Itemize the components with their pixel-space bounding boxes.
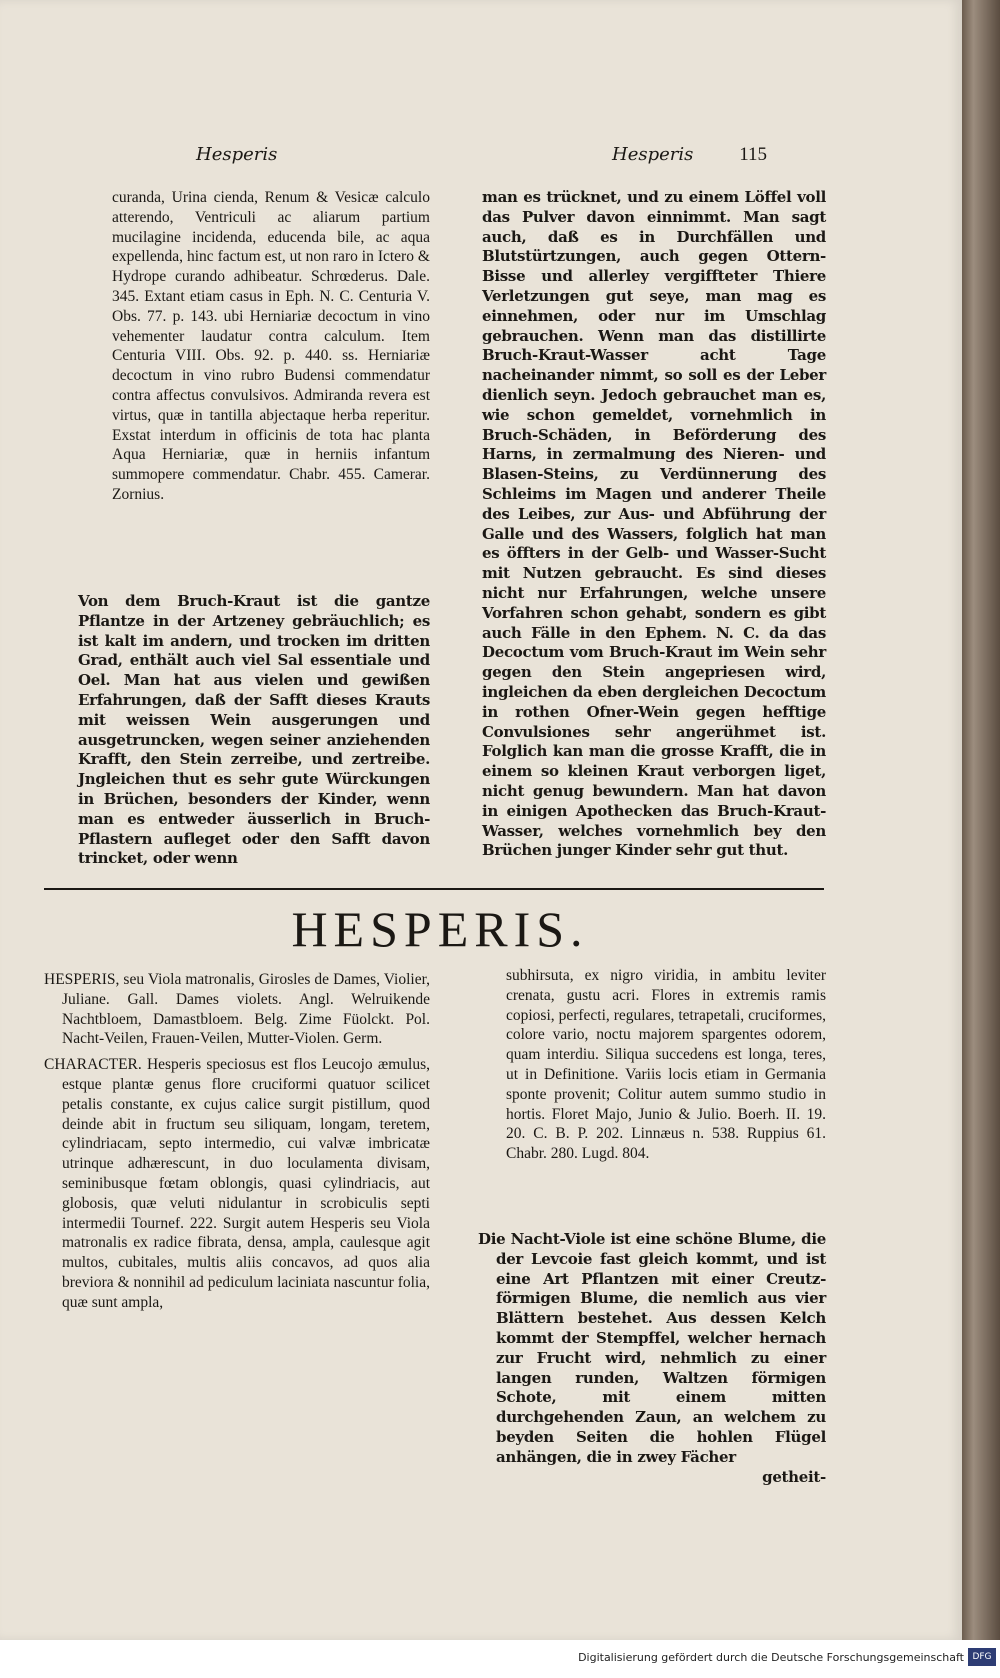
section-title: HESPERIS. — [291, 901, 589, 957]
book-edge — [962, 0, 1000, 1640]
german-description: Die Nacht-Viole ist eine schöne Blume, die der Levcoie fast gleich kommt, und ist eine Art Pflantzen mit einer Creutz-förmigen Blume, die nemlich aus vier Blättern bestehet. Aus dessen Kelch kommt der Stempffel, welcher hernach zur Frucht wird, nehmlich zu einer langen runden, Waltzen förmigen Schote, mit einem mitten durchgehenden Zaun, an welchem zu beyden Seiten die hohlen Flügel anhängen, die in zwey Fächer — [478, 1230, 826, 1466]
german-paragraph-left — [78, 592, 430, 869]
german-text: man es trücknet, und zu einem Löffel voll das Pulver davon einnimmt. Man sagt auch, daß es in Durchfällen und Blutstürtzungen, auch gegen Ottern-Bisse und allerley vergiffteter Thiere Verletzungen gut seye, man mag es einnehmen, oder nur im Umschlag gebrauchen. Wenn man das distillirte Bruch-Kraut-Wasser acht Tage nacheinander nimmt, so soll es der Leber dienlich seyn. Jedoch gebrauchet man es, wie schon gemeldet, vornehmlich in Bruch-Schäden, in Beförderung des Harns, in zermalmung des Nieren- und Blasen-Steins, zu Verdünnerung des Schleims im Magen und anderer Theile des Leibes, zur Aus- und Abführung der Galle und des Wassers, folglich hat man es öffters in der Gelb- und Wasser-Sucht mit Nutzen gebraucht. Es sind dieses nicht nur Erfahrungen, welche unsere Vorfahren schon gehabt, sondern es gibt auch Fälle in den Ephem. N. C. da das Decoctum vom Bruch-Kraut im Wein sehr gegen den Stein angepriesen wird, ingleichen da eben dergleichen Decoctum in rothen Ofner-Wein gegen hefftige Convulsiones sehr angerühmet ist. Folglich kan man die grosse Krafft, die in einem so kleinen Kraut verborgen liget, nicht genug bewundern. Man hat davon in einigen Apothecken das Bruch-Kraut-Wasser, welches vornehmlich bey den Brüchen junger Kinder sehr gut thut. — [482, 188, 826, 860]
german-paragraph-right — [482, 188, 826, 861]
page-number: 115 — [739, 144, 767, 165]
dfg-logo-icon: DFG — [968, 1648, 996, 1666]
latin-description: subhirsuta, ex nigro viridia, in ambitu leviter crenata, gustu acri. Flores in extremis ramis copiosi, perfecti, regulares, tetrapetali, cruciformes, colore vario, noctu majorem spargentes odorem, quam interdiu. Siliqua succedens est longa, teres, ut in Definitione. Variis locis etiam in Germania sponte provenit; Colitur autem summo studio in hortis. Floret Majo, Junio & Julio. Boerh. II. 19. 20. C. B. P. 202. Linnæus n. 538. Ruppius 61. Chabr. 280. Lugd. 804. — [506, 967, 826, 1163]
section-divider — [44, 888, 824, 890]
latin-text: curanda, Urina cienda, Renum & Vesicæ calculo atterendo, Ventriculi ac aliarum partium mucilagine incidenda, educenda bile, ac aqua expellenda, hinc factum est, ut non raro in Ictero & Hydrope curando adhibeatur. Schrœderus. Dale. 345. Extant etiam casus in Eph. N. C. Centuria V. Obs. 77. p. 143. ubi Herniariæ decoctum in vino vehementer laudatur contra calculum. Item Centuria VIII. Obs. 92. p. 440. ss. Herniariæ decoctum in vino rubro Budensi commendatur contra affectus convulsivos. Admiranda revera est virtus, quæ in tantilla abjectaque herba reperitur. Exstat interdum in officinis de tota hac planta Aqua Herniariæ, quæ in herniis infantum summopere commendatur. Chabr. 455. Camerar. Zornius. — [112, 189, 430, 503]
left-column-lower — [44, 970, 430, 1313]
latin-paragraph-top-left — [112, 188, 430, 505]
right-column-lower-latin — [506, 966, 826, 1164]
funding-notice: Digitalisierung gefördert durch die Deutsche Forschungsgemeinschaft — [578, 1651, 964, 1664]
running-head-left: Hesperis — [196, 144, 278, 165]
catchword: getheit- — [762, 1467, 826, 1486]
footer-bar — [0, 1640, 1000, 1678]
right-column-lower-german — [478, 1230, 826, 1487]
synonyms-entry: HESPERIS, seu Viola matronalis, Girosles de Dames, Violier, Juliane. Gall. Dames violets. Angl. Welruikende Nachtbloem, Damastbloem. Belg. Zime Füolckt. Pol. Nacht-Veilen, Frauen-Veilen, Mutter-Violen. Germ. — [44, 971, 430, 1048]
german-text: Von dem Bruch-Kraut ist die gantze Pflantze in der Artzeney gebräuchlich; es ist kalt im andern, und trocken im dritten Grad, enthält auch viel Sal essentiale und Oel. Man hat aus vielen und gewißen Erfahrungen, daß der Safft dieses Krauts mit weissen Wein ausgerungen und ausgetruncken, wegen seiner anziehenden Krafft, den Stein zerreibe, und zertreibe. Jngleichen thut es sehr gute Würckungen in Brüchen, besonders der Kinder, wenn man es entweder äusserlich in Bruch-Pflastern aufleget oder den Safft davon trincket, oder wenn — [78, 592, 430, 868]
running-head-right: Hesperis — [612, 144, 694, 165]
character-entry: CHARACTER. Hesperis speciosus est flos Leucojo æmulus, estque plantæ genus flore cruciformi quatuor scilicet petalis constante, ex cujus calice surgit pistillum, quod deinde abit in fructum seu siliquam, longam, teretem, cylindriacam, septo intermedio, cui valvæ imbricatæ utrinque adhærescunt, in duo loculamenta divisam, seminibusque fœtam oblongis, quasi cylindriacis, aut globosis, quæ veluti nidulantur in scrobiculis septi intermedii Tournef. 222. Surgit autem Hesperis seu Viola matronalis ex radice fibrata, densa, ampla, caulesque agit multos, cubitales, multis aliis concavos, ad quos alia breviora & nonnihil ad pediculum laciniata nascuntur folia, quæ sunt ampla, — [44, 1056, 430, 1311]
